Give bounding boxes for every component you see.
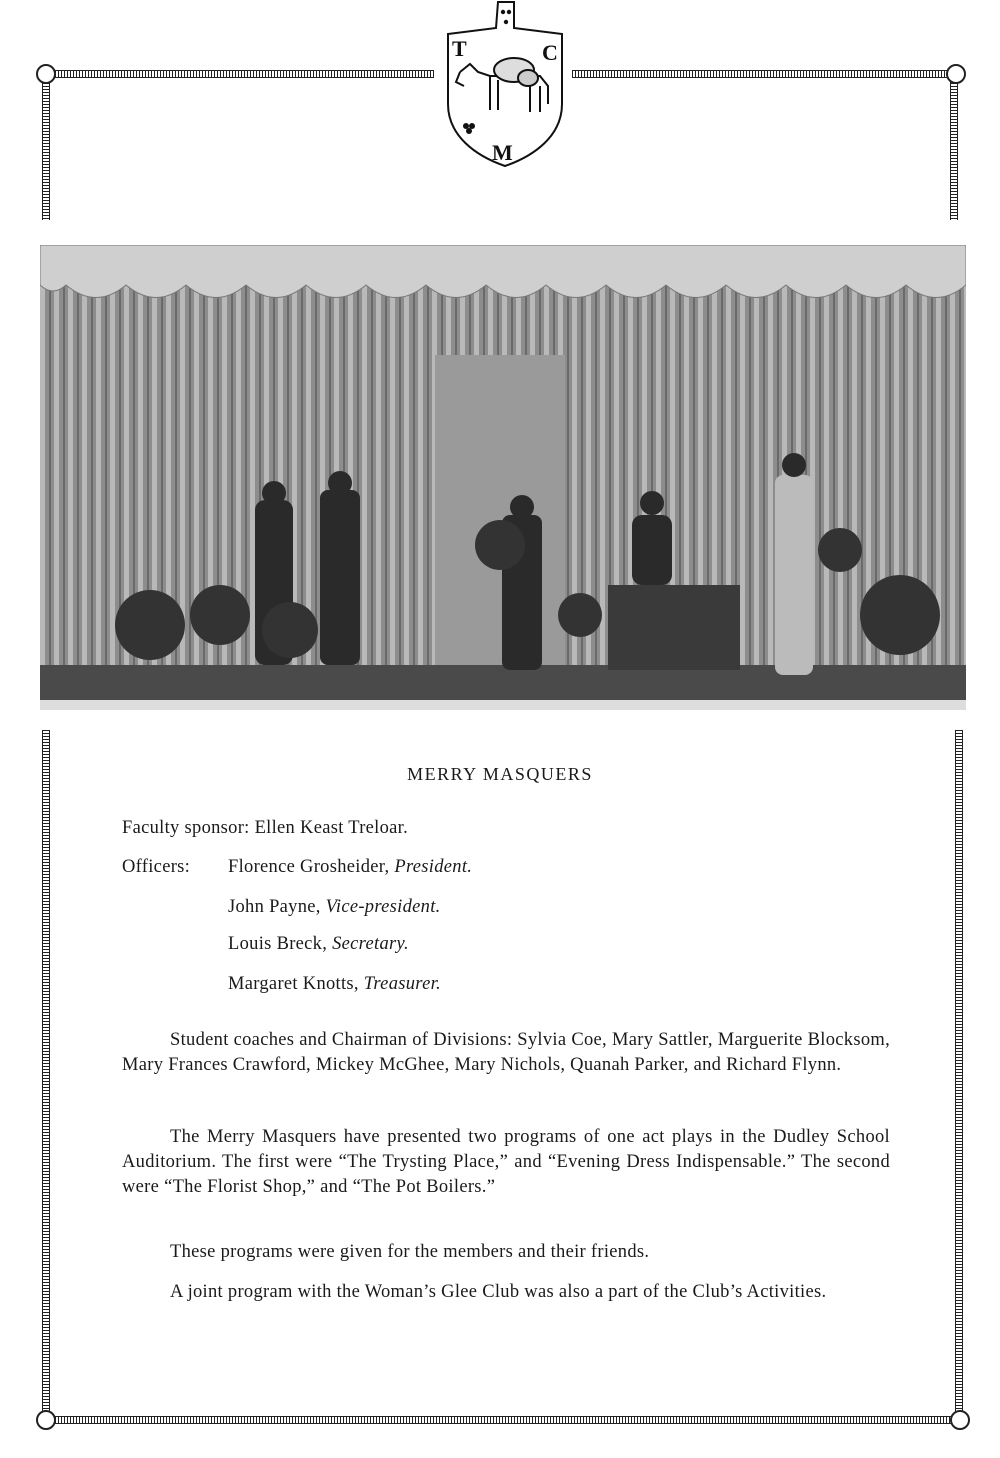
top-border-right-side <box>950 80 958 220</box>
paragraph-programs: The Merry Masquers have presented two programs of one act plays in the Dudley School Auditorium. The first were “The Trysting Place,” and “Evening Dress Indispensable.” The second were “The Florist Shop,” and “The Pot Boilers.” <box>122 1127 890 1197</box>
officer-role: Secretary. <box>332 934 409 954</box>
corner-ornament <box>36 64 56 84</box>
sponsor-name: Ellen Keast Treloar. <box>254 818 409 838</box>
corner-ornament <box>36 1410 56 1430</box>
sponsor-line <box>122 818 408 839</box>
crest-letter-m: M <box>492 140 513 165</box>
crest-letter-c: C <box>542 40 558 65</box>
officer-entry <box>228 897 441 918</box>
stage-group-photo <box>40 245 966 710</box>
paragraph-coaches: Student coaches and Chairman of Divisions: Sylvia Coe, Mary Sattler, Marguerite Blocksom, Mary Frances Crawford, Mickey McGhee, Mary Nichols, Quanah Parker, and Richard Flynn. <box>122 1030 890 1075</box>
paragraph-glee-club: A joint program with the Woman’s Glee Club was also a part of the Club’s Activities. <box>170 1282 827 1302</box>
body-border-left <box>42 730 50 1420</box>
officer-name: Margaret Knotts, <box>228 974 359 994</box>
sponsor-label: Faculty sponsor: <box>122 818 250 838</box>
officer-name: John Payne, <box>228 897 321 917</box>
corner-ornament <box>946 64 966 84</box>
school-crest-logo <box>430 0 580 170</box>
top-border-left-side <box>42 80 50 220</box>
top-border-left <box>52 70 434 78</box>
officer-entry <box>228 934 409 955</box>
corner-ornament <box>950 1410 970 1430</box>
officer-entry <box>228 857 472 878</box>
officer-name: Louis Breck, <box>228 934 328 954</box>
body-border-bottom <box>52 1416 955 1424</box>
officers-label: Officers: <box>122 857 191 877</box>
body-border-right <box>955 730 963 1420</box>
top-border-right <box>572 70 950 78</box>
officer-entry <box>228 974 441 995</box>
officer-name: Florence Grosheider, <box>228 857 390 877</box>
crest-letter-t: T <box>452 36 467 61</box>
officer-role: President. <box>394 857 473 877</box>
officer-role: Treasurer. <box>363 974 441 994</box>
paragraph-members: These programs were given for the members and their friends. <box>170 1242 650 1262</box>
page-title: MERRY MASQUERS <box>407 764 593 784</box>
officer-role: Vice-president. <box>325 897 441 917</box>
